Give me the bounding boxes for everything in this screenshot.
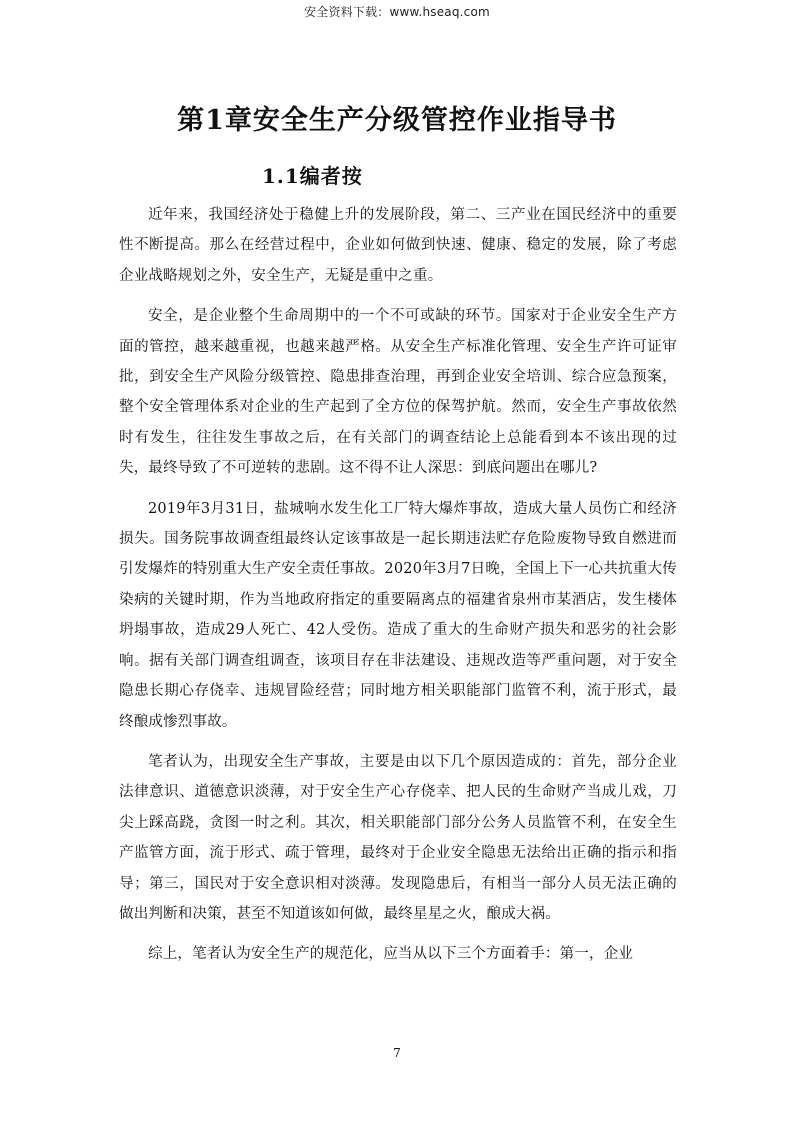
paragraph-intro: 近年来，我国经济处于稳健上升的发展阶段，第二、三产业在国民经济中的重要性不断提高。那么在经营过程中，企业如何做到快速、健康、稳定的发展，除了考虑企业战略规划之外，安全生产，无疑是重中之重。 <box>119 207 677 284</box>
header-watermark: 安全资料下载：www.hseaq.com <box>304 5 490 19</box>
paragraph-summary: 综上，笔者认为安全生产的规范化，应当从以下三个方面着手：第一，企业 <box>148 946 634 963</box>
page-number: 7 <box>393 1046 401 1060</box>
paragraph-safety: 安全，是企业整个生命周期中的一个不可或缺的环节。国家对于企业安全生产方面的管控，越来越重视，也越来越严格。从安全生产标准化管理、安全生产许可证审批，到安全生产风险分级管控、隐患排查治理，再到企业安全培训、综合应急预案，整个安全管理体系对企业的生产起到了全方位的保驾护航。然而，安全生产事故依然时有发生，往往发生事故之后，在有关部门的调查结论上总能看到本不该出现的过失，最终导致了不可逆转的悲剧。这不得不让人深思：到底问题出在哪儿? <box>119 308 677 477</box>
section-title: 1.1编者按 <box>262 164 363 188</box>
chapter-title: 第1章安全生产分级管控作业指导书 <box>177 105 617 136</box>
paragraph-incidents: 2019年3月31日，盐城响水发生化工厂特大爆炸事故，造成大量人员伤亡和经济损失。国务院事故调查组最终认定该事故是一起长期违法贮存危险废物导致自燃进而引发爆炸的特别重大生产安全责任事故。2020年3月7日晚，全国上下一心共抗重大传染病的关键时期，作为当地政府指定的重要隔离点的福建省泉州市某酒店，发生楼体坍塌事故，造成29人死亡、42人受伤。造成了重大的生命财产损失和恶劣的社会影响。据有关部门调查组调查，该项目存在非法建设、违规改造等严重问题，对于安全隐患长期心存侥幸、违规冒险经营；同时地方相关职能部门监管不利，流于形式，最终酿成惨烈事故。 <box>119 500 677 730</box>
body-text <box>119 200 677 980</box>
paragraph-causes: 笔者认为，出现安全生产事故，主要是由以下几个原因造成的：首先，部分企业法律意识、道德意识淡薄，对于安全生产心存侥幸、把人民的生命财产当成儿戏，刀尖上踩高跷，贪图一时之利。其次，相关职能部门部分公务人员监管不利，在安全生产监管方面，流于形式、疏于管理，最终对于企业安全隐患无法给出正确的指示和指导；第三，国民对于安全意识相对淡薄。发现隐患后，有相当一部分人员无法正确的做出判断和决策，甚至不知道该如何做，最终星星之火，酿成大祸。 <box>119 753 677 922</box>
